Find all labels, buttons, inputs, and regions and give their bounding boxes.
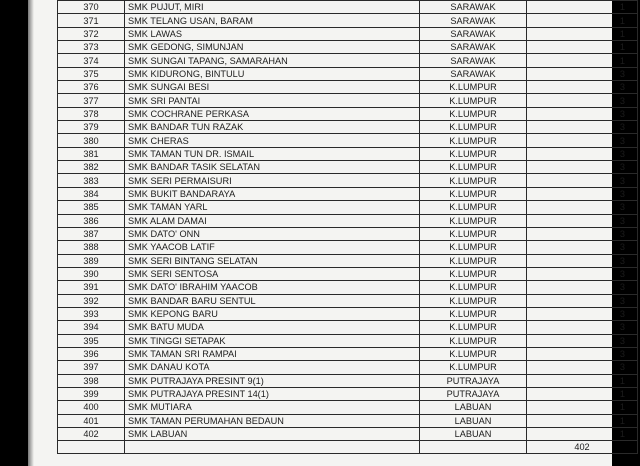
quantity-cell: 1 — [527, 414, 638, 427]
table-row — [58, 334, 638, 347]
table-row — [58, 307, 638, 320]
school-name-cell: SMK SRI PANTAI — [125, 94, 420, 107]
school-name-cell: SMK KIDURONG, BINTULU — [125, 67, 420, 80]
row-number-cell: 394 — [58, 321, 125, 334]
table-row — [58, 374, 638, 387]
quantity-cell: 3 — [527, 227, 638, 240]
table-row — [58, 81, 638, 94]
school-name-cell: SMK KEPONG BARU — [125, 307, 420, 320]
state-cell: LABUAN — [420, 428, 527, 441]
school-allocation-table — [57, 0, 638, 454]
school-name-cell: SMK TAMAN SRI RAMPAI — [125, 347, 420, 360]
school-name-cell: SMK LAWAS — [125, 27, 420, 40]
school-name-cell: SMK YAACOB LATIF — [125, 241, 420, 254]
state-cell: SARAWAK — [420, 14, 527, 27]
school-name-cell: SMK ALAM DAMAI — [125, 214, 420, 227]
quantity-cell: 3 — [527, 347, 638, 360]
row-number-cell: 376 — [58, 81, 125, 94]
row-number-cell: 400 — [58, 401, 125, 414]
table-row — [58, 14, 638, 27]
table-row — [58, 347, 638, 360]
quantity-cell: 3 — [527, 67, 638, 80]
school-name-cell: SMK MUTIARA — [125, 401, 420, 414]
school-name-cell: SMK BUKIT BANDARAYA — [125, 187, 420, 200]
total-quantity-cell: 402 — [527, 441, 638, 454]
row-number-cell: 401 — [58, 414, 125, 427]
school-name-cell: SMK SUNGAI BESI — [125, 81, 420, 94]
row-number-cell: 391 — [58, 281, 125, 294]
state-cell: K.LUMPUR — [420, 294, 527, 307]
school-name-cell: SMK BANDAR BARU SENTUL — [125, 294, 420, 307]
state-cell: PUTRAJAYA — [420, 387, 527, 400]
quantity-cell: 3 — [527, 81, 638, 94]
table-row — [58, 54, 638, 67]
quantity-cell: 3 — [527, 121, 638, 134]
quantity-cell: 3 — [527, 281, 638, 294]
row-number-cell: 386 — [58, 214, 125, 227]
school-name-cell: SMK TINGGI SETAPAK — [125, 334, 420, 347]
school-name-cell: SMK DATO' IBRAHIM YAACOB — [125, 281, 420, 294]
state-cell: K.LUMPUR — [420, 281, 527, 294]
state-cell: SARAWAK — [420, 67, 527, 80]
state-cell: K.LUMPUR — [420, 241, 527, 254]
scanned-page — [28, 0, 625, 466]
state-cell: K.LUMPUR — [420, 307, 527, 320]
table-row — [58, 107, 638, 120]
state-cell: K.LUMPUR — [420, 361, 527, 374]
row-number-cell: 383 — [58, 174, 125, 187]
state-cell: K.LUMPUR — [420, 227, 527, 240]
table-row — [58, 27, 638, 40]
row-number-cell: 382 — [58, 161, 125, 174]
school-name-cell: SMK GEDONG, SIMUNJAN — [125, 41, 420, 54]
quantity-cell: 3 — [527, 294, 638, 307]
row-number-cell: 374 — [58, 54, 125, 67]
row-number-cell: 389 — [58, 254, 125, 267]
table-row — [58, 414, 638, 427]
state-cell: PUTRAJAYA — [420, 374, 527, 387]
school-name-cell: SMK BATU MUDA — [125, 321, 420, 334]
table-row — [58, 321, 638, 334]
quantity-cell: 1 — [527, 374, 638, 387]
row-number-cell: 390 — [58, 267, 125, 280]
state-cell: K.LUMPUR — [420, 334, 527, 347]
school-name-cell: SMK CHERAS — [125, 134, 420, 147]
school-name-cell: SMK TELANG USAN, BARAM — [125, 14, 420, 27]
state-cell: K.LUMPUR — [420, 134, 527, 147]
table-row — [58, 241, 638, 254]
quantity-cell: 3 — [527, 107, 638, 120]
table-row — [58, 1, 638, 14]
row-number-cell: 397 — [58, 361, 125, 374]
table-row — [58, 227, 638, 240]
quantity-cell: 3 — [527, 267, 638, 280]
school-name-cell: SMK SUNGAI TAPANG, SAMARAHAN — [125, 54, 420, 67]
row-number-cell: 392 — [58, 294, 125, 307]
page-edge-shadow — [28, 0, 34, 466]
empty-cell — [125, 441, 420, 454]
row-number-cell: 395 — [58, 334, 125, 347]
row-number-cell: 378 — [58, 107, 125, 120]
state-cell: SARAWAK — [420, 27, 527, 40]
table-row — [58, 121, 638, 134]
state-cell: K.LUMPUR — [420, 174, 527, 187]
school-name-cell: SMK SERI PERMAISURI — [125, 174, 420, 187]
school-name-cell: SMK PUJUT, MIRI — [125, 1, 420, 14]
row-number-cell: 387 — [58, 227, 125, 240]
state-cell: LABUAN — [420, 414, 527, 427]
school-name-cell: SMK BANDAR TUN RAZAK — [125, 121, 420, 134]
quantity-cell: 3 — [527, 174, 638, 187]
quantity-cell: 3 — [527, 201, 638, 214]
state-cell: K.LUMPUR — [420, 94, 527, 107]
school-name-cell: SMK TAMAN YARL — [125, 201, 420, 214]
table-row — [58, 134, 638, 147]
quantity-cell: 3 — [527, 187, 638, 200]
state-cell: K.LUMPUR — [420, 147, 527, 160]
quantity-cell: 1 — [527, 1, 638, 14]
row-number-cell: 375 — [58, 67, 125, 80]
table-row — [58, 67, 638, 80]
table-row — [58, 201, 638, 214]
total-row — [58, 441, 638, 454]
school-name-cell: SMK DANAU KOTA — [125, 361, 420, 374]
quantity-cell: 3 — [527, 147, 638, 160]
row-number-cell: 379 — [58, 121, 125, 134]
state-cell: K.LUMPUR — [420, 267, 527, 280]
school-name-cell: SMK SERI BINTANG SELATAN — [125, 254, 420, 267]
school-name-cell: SMK BANDAR TASIK SELATAN — [125, 161, 420, 174]
table-row — [58, 94, 638, 107]
table-row — [58, 387, 638, 400]
row-number-cell: 381 — [58, 147, 125, 160]
quantity-cell: 1 — [527, 41, 638, 54]
quantity-cell: 3 — [527, 134, 638, 147]
state-cell: K.LUMPUR — [420, 81, 527, 94]
state-cell: K.LUMPUR — [420, 107, 527, 120]
state-cell: K.LUMPUR — [420, 214, 527, 227]
school-name-cell: SMK COCHRANE PERKASA — [125, 107, 420, 120]
row-number-cell: 377 — [58, 94, 125, 107]
school-name-cell: SMK TAMAN TUN DR. ISMAIL — [125, 147, 420, 160]
quantity-cell: 3 — [527, 307, 638, 320]
school-name-cell: SMK PUTRAJAYA PRESINT 9(1) — [125, 374, 420, 387]
row-number-cell: 380 — [58, 134, 125, 147]
row-number-cell: 371 — [58, 14, 125, 27]
school-name-cell: SMK TAMAN PERUMAHAN BEDAUN — [125, 414, 420, 427]
school-name-cell: SMK PUTRAJAYA PRESINT 14(1) — [125, 387, 420, 400]
quantity-cell: 3 — [527, 94, 638, 107]
quantity-cell: 3 — [527, 361, 638, 374]
state-cell: SARAWAK — [420, 54, 527, 67]
table-row — [58, 428, 638, 441]
quantity-cell: 1 — [527, 14, 638, 27]
quantity-cell: 3 — [527, 334, 638, 347]
quantity-cell: 3 — [527, 254, 638, 267]
row-number-cell: 370 — [58, 1, 125, 14]
quantity-cell: 3 — [527, 321, 638, 334]
quantity-cell: 1 — [527, 54, 638, 67]
table-row — [58, 267, 638, 280]
row-number-cell: 384 — [58, 187, 125, 200]
state-cell: K.LUMPUR — [420, 321, 527, 334]
quantity-cell: 3 — [527, 161, 638, 174]
state-cell: K.LUMPUR — [420, 121, 527, 134]
row-number-cell: 372 — [58, 27, 125, 40]
table-body — [58, 1, 638, 454]
state-cell: K.LUMPUR — [420, 187, 527, 200]
row-number-cell: 399 — [58, 387, 125, 400]
row-number-cell: 396 — [58, 347, 125, 360]
state-cell: K.LUMPUR — [420, 201, 527, 214]
table-row — [58, 361, 638, 374]
table-row — [58, 161, 638, 174]
table-row — [58, 254, 638, 267]
quantity-cell: 1 — [527, 428, 638, 441]
state-cell: SARAWAK — [420, 1, 527, 14]
empty-cell — [58, 441, 125, 454]
quantity-cell: 1 — [527, 401, 638, 414]
table-row — [58, 174, 638, 187]
quantity-cell: 3 — [527, 241, 638, 254]
row-number-cell: 398 — [58, 374, 125, 387]
state-cell: LABUAN — [420, 401, 527, 414]
row-number-cell: 402 — [58, 428, 125, 441]
quantity-cell: 3 — [527, 214, 638, 227]
quantity-cell: 1 — [527, 387, 638, 400]
table-row — [58, 294, 638, 307]
quantity-cell: 1 — [527, 27, 638, 40]
state-cell: SARAWAK — [420, 41, 527, 54]
row-number-cell: 393 — [58, 307, 125, 320]
school-name-cell: SMK DATO' ONN — [125, 227, 420, 240]
row-number-cell: 388 — [58, 241, 125, 254]
school-name-cell: SMK SERI SENTOSA — [125, 267, 420, 280]
row-number-cell: 385 — [58, 201, 125, 214]
row-number-cell: 373 — [58, 41, 125, 54]
table-row — [58, 41, 638, 54]
table-row — [58, 214, 638, 227]
table-row — [58, 187, 638, 200]
table-row — [58, 401, 638, 414]
state-cell: K.LUMPUR — [420, 161, 527, 174]
table-row — [58, 281, 638, 294]
school-name-cell: SMK LABUAN — [125, 428, 420, 441]
table-row — [58, 147, 638, 160]
state-cell: K.LUMPUR — [420, 254, 527, 267]
empty-cell — [420, 441, 527, 454]
state-cell: K.LUMPUR — [420, 347, 527, 360]
